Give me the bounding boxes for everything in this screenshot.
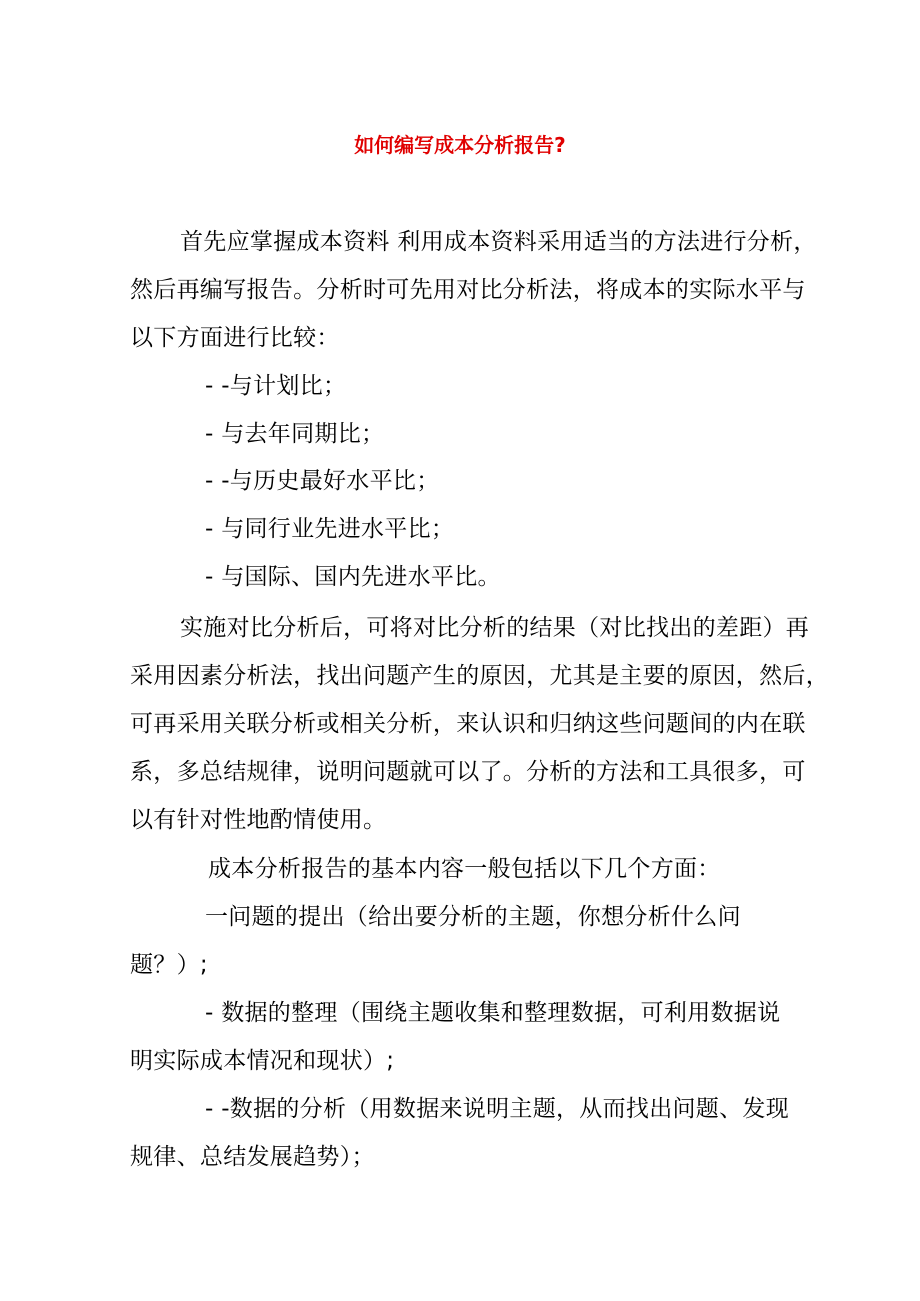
list-item: - 数据的整理（围绕主题收集和整理数据，可利用数据说 [205,1000,781,1026]
list-item: 一问题的提出（给出要分析的主题，你想分析什么问 [205,904,741,930]
list-item-continuation: 题？）; [130,952,208,978]
paragraph-line: 成本分析报告的基本内容一般包括以下几个方面： [208,856,721,882]
list-item: - -与计划比； [205,373,347,399]
paragraph-line: 实施对比分析后，可将对比分析的结果（对比找出的差距）再 [180,615,810,641]
list-item: - -与历史最好水平比； [205,468,440,494]
list-item-continuation: 明实际成本情况和现状）; [130,1048,395,1074]
list-item: - 与去年同期比； [205,421,385,447]
paragraph-line: 采用因素分析法，找出问题产生的原因，尤其是主要的原因，然后， [130,663,829,689]
paragraph-line: 系，多总结规律，说明问题就可以了。分析的方法和工具很多，可 [130,759,806,785]
paragraph-line: 以下方面进行比较： [130,325,340,351]
list-item-continuation: 规律、总结发展趋势）； [130,1144,375,1170]
paragraph-line: 然后再编写报告。分析时可先用对比分析法，将成本的实际水平与 [130,277,806,303]
list-item: - -数据的分析（用数据来说明主题，从而找出问题、发现 [205,1096,790,1122]
paragraph-line: 首先应掌握成本资料 利用成本资料采用适当的方法进行分析， [180,229,817,255]
paragraph-line: 以有针对性地酌情使用。 [130,807,387,833]
document-title: 如何编写成本分析报告? [354,133,566,157]
list-item: - 与国际、国内先进水平比。 [205,564,501,590]
list-item: - 与同行业先进水平比； [205,516,455,542]
paragraph-line: 可再采用关联分析或相关分析，来认识和归纳这些问题间的内在联 [130,711,806,737]
